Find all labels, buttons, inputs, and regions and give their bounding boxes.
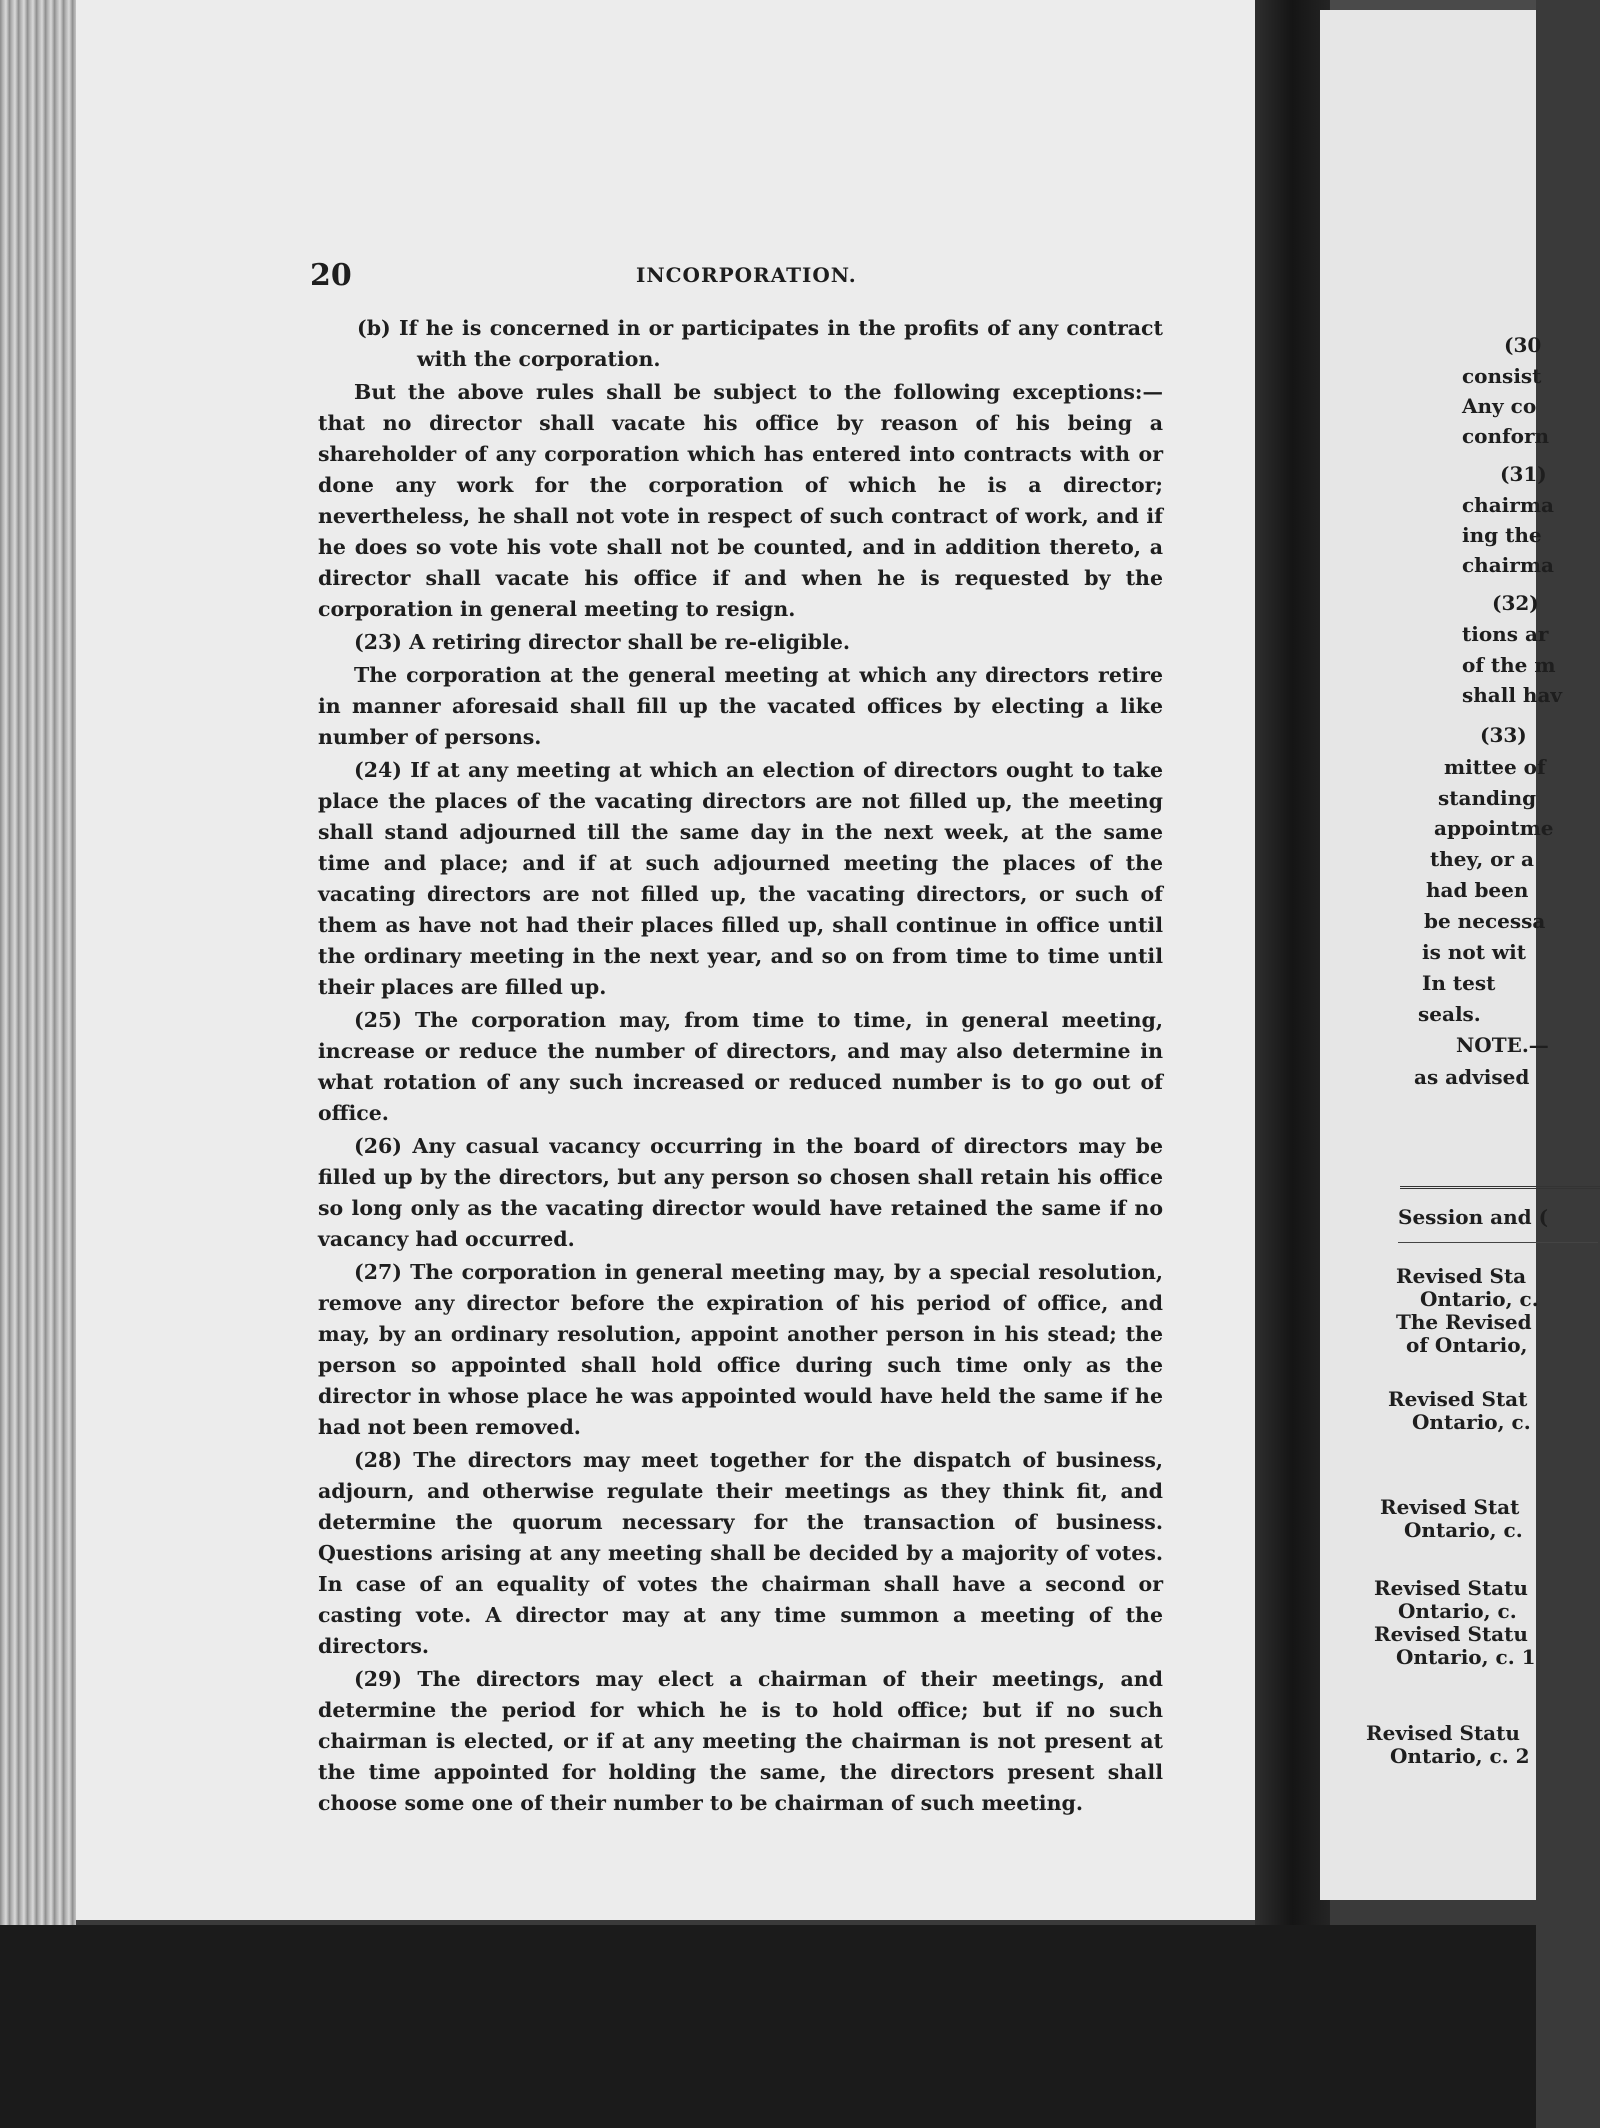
right-page-line: chairma	[1462, 553, 1554, 577]
table-header-rule	[1398, 1242, 1598, 1243]
paragraph-23: (23) A retiring director shall be re-eligible.	[354, 630, 851, 654]
paragraph-29: (29) The directors may elect a chairman of their meetings, and determine the period for which he is to hold office; but if no such chairman is elected, or if at any meeting the chairman is not present at the time appointed for holding the same, the directors present shall choose some one of their number to be chairman of such meeting.	[318, 1667, 1163, 1815]
right-page-line: (30	[1504, 333, 1542, 357]
schedule-entry: Revised Sta Ontario, c. The Revised of Ontario,	[1396, 1264, 1539, 1357]
right-page	[1320, 10, 1563, 1900]
running-head: INCORPORATION.	[636, 263, 857, 287]
right-page-line: had been	[1426, 878, 1529, 902]
right-page-line: tions ar	[1462, 622, 1549, 646]
right-page-line: of the m	[1462, 653, 1556, 677]
paragraph-exceptions: But the above rules shall be subject to the following exceptions:— that no director shall vacate his office by reason of his being a shareholder of any corporation which has entered into contracts with or done any work for the corporation of which he is a director; nevertheless, he shall not vote in respect of such contract of work, and if he does so vote his vote shall not be counted, and in addition thereto, a director shall vacate his office if and when he is requested by the corporation in general meeting to resign.	[318, 380, 1163, 621]
right-page-line: In test	[1422, 971, 1496, 995]
right-page-line: seals.	[1418, 1002, 1481, 1026]
right-page-line: they, or a	[1430, 847, 1534, 871]
schedule-entry: Revised Stat Ontario, c.	[1380, 1495, 1523, 1542]
right-page-line: as advised	[1414, 1065, 1530, 1089]
paragraph-b: (b) If he is concerned in or participates in the profits of any contract with the corporation.	[357, 316, 1163, 371]
paragraph-26: (26) Any casual vacancy occurring in the board of directors may be filled up by the directors, but any person so chosen shall retain his office so long only as the vacating director would have retained the same if no vacancy had occurred.	[318, 1134, 1163, 1251]
right-page-line: standing	[1438, 786, 1537, 810]
book-gutter	[1255, 0, 1330, 1960]
right-page-line: ing the	[1462, 523, 1542, 547]
page-edges	[0, 0, 76, 1960]
schedule-entry: Revised Statu Ontario, c. 2	[1366, 1721, 1530, 1768]
body-text	[318, 313, 1163, 1821]
paragraph-27: (27) The corporation in general meeting may, by a special resolution, remove any director before the expiration of his period of office, and may, by an ordinary resolution, appoint another person in his stead; the person so appointed shall hold office during such time only as the director in whose place he was appointed would have held the same if he had not been removed.	[318, 1260, 1163, 1439]
right-page-line: chairma	[1462, 493, 1554, 517]
right-page-line: shall hav	[1462, 683, 1563, 707]
schedule-header: Session and (	[1398, 1205, 1549, 1229]
scan-bottom-edge	[0, 1925, 1536, 2128]
right-page-line: consist	[1462, 364, 1542, 388]
paragraph-retire: The corporation at the general meeting at which any directors retire in manner aforesaid shall fill up the vacated offices by electing a like number of persons.	[318, 663, 1163, 749]
right-page-line: be necessa	[1424, 909, 1546, 933]
right-page-line: conforn	[1462, 424, 1550, 448]
right-page-line: appointme	[1434, 816, 1554, 840]
schedule-entry: Revised Statu Ontario, c. Revised Statu Ontario, c. 1	[1374, 1576, 1536, 1669]
page-number: 20	[310, 258, 352, 293]
paragraph-28: (28) The directors may meet together for the dispatch of business, adjourn, and otherwise regulate their meetings as they think fit, and determine the quorum necessary for the transaction of business. Questions arising at any meeting shall be decided by a majority of votes. In case of an equality of votes the chairman shall have a second or casting vote. A director may at any time summon a meeting of the directors.	[318, 1448, 1163, 1658]
right-page-line: (33)	[1480, 723, 1527, 747]
paragraph-25: (25) The corporation may, from time to time, in general meeting, increase or reduce the number of directors, and may also determine in what rotation of any such increased or reduced number is to go out of office.	[318, 1008, 1163, 1125]
paragraph-24: (24) If at any meeting at which an election of directors ought to take place the places of the vacating directors are not filled up, the meeting shall stand adjourned till the same day in the next week, at the same time and place; and if at such adjourned meeting the places of the vacating directors are not filled up, the vacating directors, or such of them as have not had their places filled up, shall continue in office until the ordinary meeting in the next year, and so on from time to time until their places are filled up.	[318, 758, 1163, 999]
right-page-line: mittee of	[1444, 755, 1546, 779]
right-page-line: (32)	[1492, 591, 1539, 615]
right-page-line: (31)	[1500, 462, 1547, 486]
right-page-line: is not wit	[1422, 940, 1526, 964]
right-page-line: Any co	[1462, 394, 1537, 418]
schedule-entry: Revised Stat Ontario, c.	[1388, 1387, 1531, 1434]
table-top-rule	[1400, 1186, 1600, 1189]
right-page-line: NOTE.—	[1456, 1033, 1549, 1057]
